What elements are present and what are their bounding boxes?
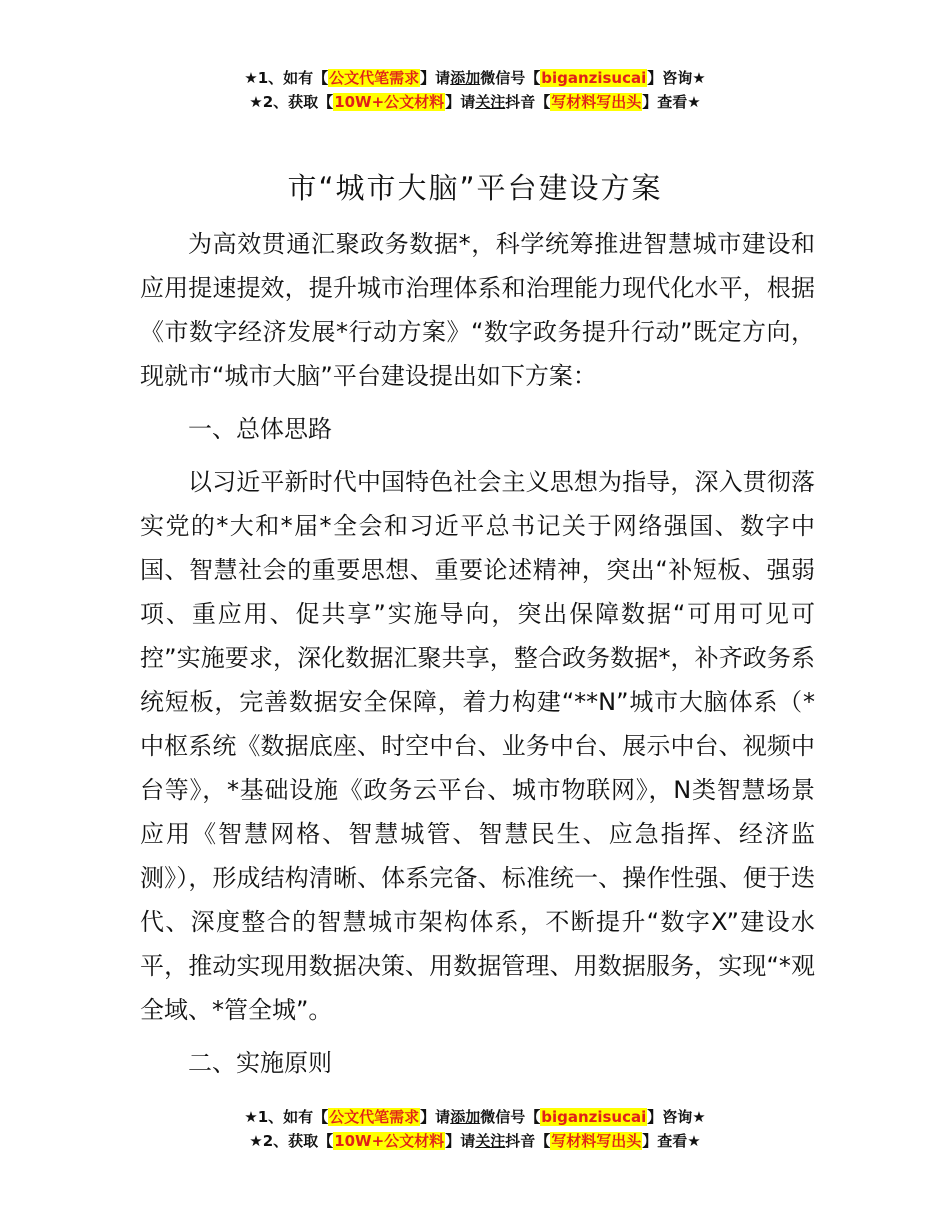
highlight-text: 10W+公文材料 xyxy=(334,93,445,111)
banner-line-2 xyxy=(0,1129,950,1153)
banner-text: 】请 xyxy=(445,93,476,111)
header-banner xyxy=(0,66,950,114)
underlined-text: 关注 xyxy=(475,93,506,111)
banner-text: ★2、获取【 xyxy=(249,1132,334,1150)
highlight-text: biganzisucai xyxy=(541,1108,647,1126)
document-title: 市“城市大脑”平台建设方案 xyxy=(287,171,663,205)
banner-text: 微信号【 xyxy=(480,69,541,87)
highlight-text: 公文代笔需求 xyxy=(329,69,420,87)
section-heading-1: 一、总体思路 xyxy=(188,415,332,443)
underlined-text: 关注 xyxy=(475,1132,506,1150)
banner-text: 】请 xyxy=(420,69,451,87)
highlight-text: 写材料写出头 xyxy=(551,1132,642,1150)
banner-text: ★2、获取【 xyxy=(249,93,334,111)
banner-text: 】咨询★ xyxy=(647,69,706,87)
banner-text: ★1、如有【 xyxy=(244,1108,329,1126)
footer-banner xyxy=(0,1105,950,1153)
underlined-text: 添加 xyxy=(450,69,481,87)
banner-line-2 xyxy=(0,90,950,114)
banner-text: 】查看★ xyxy=(642,93,701,111)
banner-text: 抖音【 xyxy=(505,1132,551,1150)
banner-text: 】咨询★ xyxy=(647,1108,706,1126)
highlight-text: 写材料写出头 xyxy=(551,93,642,111)
banner-text: ★1、如有【 xyxy=(244,69,329,87)
banner-line-1 xyxy=(0,1105,950,1129)
banner-text: 】查看★ xyxy=(642,1132,701,1150)
highlight-text: 公文代笔需求 xyxy=(329,1108,420,1126)
section-heading-2: 二、实施原则 xyxy=(188,1049,332,1077)
underlined-text: 添加 xyxy=(450,1108,481,1126)
banner-line-1 xyxy=(0,66,950,90)
highlight-text: biganzisucai xyxy=(541,69,647,87)
banner-text: 微信号【 xyxy=(480,1108,541,1126)
banner-text: 】请 xyxy=(420,1108,451,1126)
banner-text: 】请 xyxy=(445,1132,476,1150)
banner-text: 抖音【 xyxy=(505,93,551,111)
section-1-paragraph: 以习近平新时代中国特色社会主义思想为指导，深入贯彻落实党的*大和*届*全会和习近平总书记关于网络强国、数字中国、智慧社会的重要思想、重要论述精神，突出“补短板、强弱项、重应用、促共享”实施导向，突出保障数据“可用可见可控”实施要求，深化数据汇聚共享，整合政务数据*，补齐政务系统短板，完善数据安全保障，着力构建“**N”城市大脑体系（*中枢系统《数据底座、时空中台、业务中台、展示中台、视频中台等》，*基础设施《政务云平台、城市物联网》，N类智慧场景应用《智慧网格、智慧城管、智慧民生、应急指挥、经济监测》），形成结构清晰、体系完备、标准统一、操作性强、便于迭代、深度整合的智慧城市架构体系，不断提升“数字X”建设水平，推动实现用数据决策、用数据管理、用数据服务，实现“*观全域、*管全城”。 xyxy=(140,468,815,1024)
document-body xyxy=(140,222,815,1094)
intro-paragraph: 为高效贯通汇聚政务数据*，科学统筹推进智慧城市建设和应用提速提效，提升城市治理体系和治理能力现代化水平，根据《市数字经济发展*行动方案》“数字政务提升行动”既定方向，现就市“城市大脑”平台建设提出如下方案： xyxy=(140,230,815,390)
highlight-text: 10W+公文材料 xyxy=(334,1132,445,1150)
